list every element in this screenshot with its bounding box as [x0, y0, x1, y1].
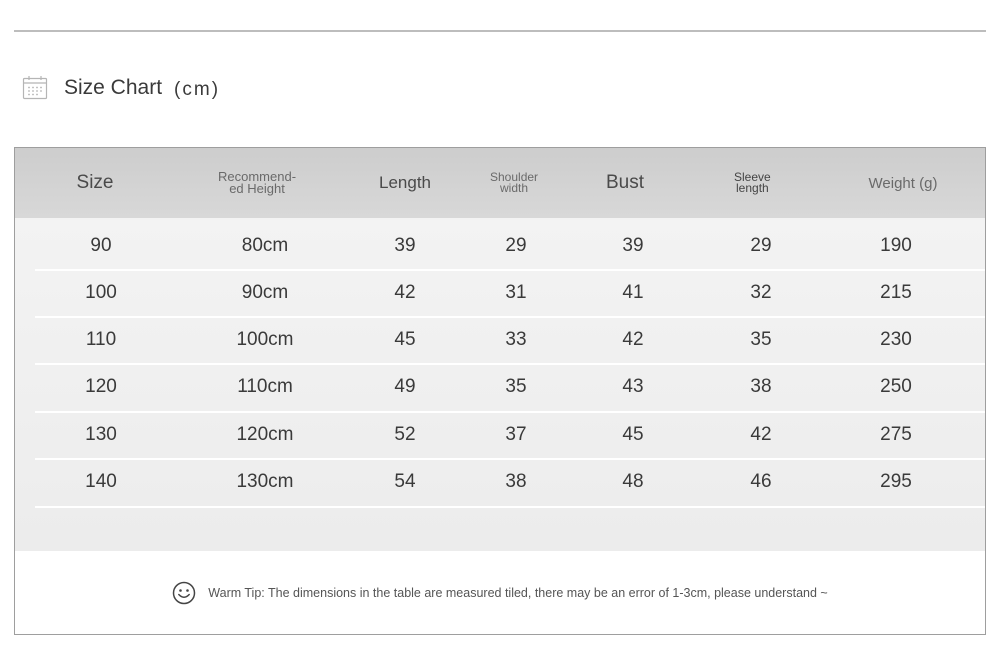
warm-tip — [15, 568, 985, 618]
cell-sleeve: 38 — [750, 376, 772, 397]
unit-label: (cm) — [174, 79, 221, 100]
cell-shoulder: 31 — [505, 282, 527, 303]
cell-bust: 45 — [622, 424, 644, 445]
cell-height: 90cm — [241, 282, 289, 303]
cell-shoulder: 33 — [505, 329, 527, 350]
cell-weight: 215 — [880, 282, 912, 303]
smiley-icon — [172, 581, 196, 605]
cell-size: 110 — [85, 329, 117, 350]
row-divider — [35, 506, 985, 508]
cell-shoulder: 37 — [505, 424, 527, 445]
table-row — [35, 363, 985, 410]
cell-height: 100cm — [236, 329, 294, 350]
cell-weight: 250 — [880, 376, 912, 397]
cell-weight: 275 — [880, 424, 912, 445]
cell-sleeve: 32 — [750, 282, 772, 303]
cell-sleeve: 46 — [750, 471, 772, 492]
cell-length: 45 — [394, 329, 416, 350]
top-divider — [14, 30, 986, 32]
cell-height: 80cm — [241, 235, 289, 256]
size-table — [14, 147, 986, 635]
cell-weight: 230 — [880, 329, 912, 350]
col-header-sleeve-length: Sleeve length — [734, 170, 771, 195]
cell-weight: 190 — [880, 235, 912, 256]
col-header-bust: Bust — [605, 172, 645, 193]
cell-bust: 39 — [622, 235, 644, 256]
cell-weight: 295 — [880, 471, 912, 492]
table-row — [35, 458, 985, 505]
col-header-shoulder-width: Shoulder width — [490, 170, 539, 195]
cell-sleeve: 29 — [750, 235, 772, 256]
cell-length: 54 — [394, 471, 416, 492]
cell-size: 90 — [90, 235, 112, 256]
cell-length: 39 — [394, 235, 416, 256]
cell-size: 100 — [85, 282, 117, 303]
table-header — [15, 148, 985, 218]
col-header-length: Length — [379, 173, 431, 192]
cell-height: 120cm — [236, 424, 294, 445]
size-chart-title: Size Chart — [64, 76, 163, 99]
col-header-size: Size — [76, 172, 114, 193]
cell-sleeve: 42 — [750, 424, 772, 445]
cell-shoulder: 35 — [505, 376, 527, 397]
table-body — [15, 218, 985, 551]
col-header-recommended-height: Recommend- ed Height — [218, 169, 297, 196]
table-row — [35, 316, 985, 363]
cell-height: 130cm — [236, 471, 294, 492]
cell-shoulder: 29 — [505, 235, 527, 256]
cell-bust: 48 — [622, 471, 644, 492]
cell-shoulder: 38 — [505, 471, 527, 492]
cell-height: 110cm — [237, 376, 293, 397]
cell-size: 140 — [85, 471, 117, 492]
table-row — [35, 222, 985, 269]
warm-tip-text: Warm Tip: The dimensions in the table are measured tiled, there may be an error of 1-3cm, please understand ~ — [208, 586, 828, 600]
calendar-icon — [22, 75, 48, 101]
cell-bust: 43 — [622, 376, 644, 397]
cell-length: 42 — [394, 282, 416, 303]
cell-bust: 41 — [622, 282, 644, 303]
cell-length: 49 — [394, 376, 416, 397]
cell-size: 130 — [85, 424, 117, 445]
cell-bust: 42 — [622, 329, 644, 350]
size-chart-heading — [22, 72, 220, 104]
cell-length: 52 — [394, 424, 416, 445]
table-row — [35, 411, 985, 458]
cell-sleeve: 35 — [750, 329, 772, 350]
col-header-weight: Weight (g) — [868, 174, 938, 192]
cell-size: 120 — [85, 376, 117, 397]
table-row — [35, 269, 985, 316]
